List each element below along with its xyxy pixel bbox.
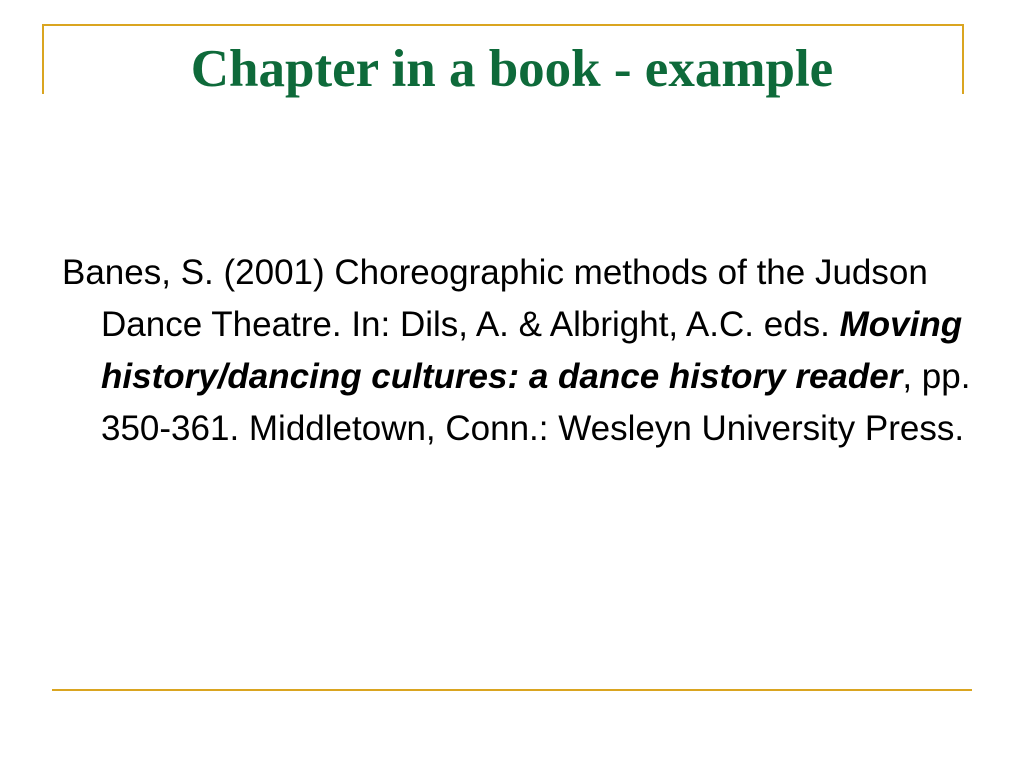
slide-title: Chapter in a book - example: [190, 40, 834, 98]
reference-book-title: Moving history/dancing cultures: a dance history reader: [101, 305, 963, 396]
reference-paragraph: [62, 247, 981, 455]
reference-text-part1: Banes, S. (2001) Choreographic methods of the Judson Dance Theatre. In: Dils, A. & Albright, A.C. eds.: [62, 253, 928, 344]
top-border-line: [42, 24, 964, 26]
reference-text-part2: , pp. 350-361. Middletown, Conn.: Wesleyn University Press.: [101, 357, 971, 448]
bottom-border-line: [52, 689, 972, 691]
